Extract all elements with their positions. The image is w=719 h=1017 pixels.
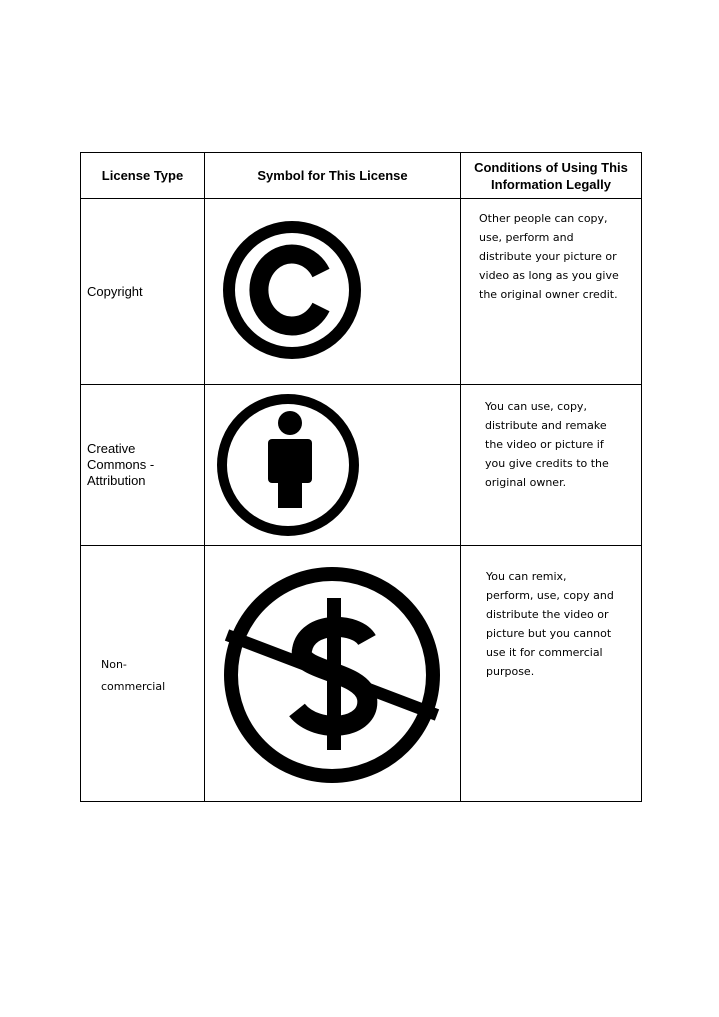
license-type-label: Copyright <box>87 284 143 299</box>
conditions-text: Other people can copy, use, perform and distribute your picture or video as long as you give the original owner credit. <box>479 212 619 301</box>
header-conditions: Conditions of Using This Information Legally <box>461 153 642 199</box>
table-header-row <box>81 153 642 199</box>
license-type-cell <box>81 199 205 385</box>
license-type-cell <box>81 385 205 546</box>
table-row <box>81 199 642 385</box>
table-row <box>81 546 642 802</box>
symbol-cell <box>205 385 461 546</box>
header-symbol: Symbol for This License <box>205 153 461 199</box>
license-type-cell <box>81 546 205 802</box>
conditions-cell <box>461 546 642 802</box>
license-type-label: Creative Commons - Attribution <box>87 441 155 488</box>
symbol-cell <box>205 199 461 385</box>
conditions-text: You can remix, perform, use, copy and distribute the video or picture but you cannot use it for commercial purpose. <box>486 570 614 678</box>
conditions-text: You can use, copy, distribute and remake the video or picture if you give credits to the original owner. <box>485 400 609 489</box>
attribution-icon <box>213 388 363 538</box>
conditions-cell <box>461 199 642 385</box>
table-row <box>81 385 642 546</box>
header-license-type: License Type <box>81 153 205 199</box>
symbol-cell <box>205 546 461 802</box>
license-type-label: Non- commercial <box>101 658 166 693</box>
non-commercial-icon <box>217 560 447 790</box>
conditions-cell <box>461 385 642 546</box>
copyright-icon <box>217 215 367 365</box>
license-table <box>80 152 642 802</box>
